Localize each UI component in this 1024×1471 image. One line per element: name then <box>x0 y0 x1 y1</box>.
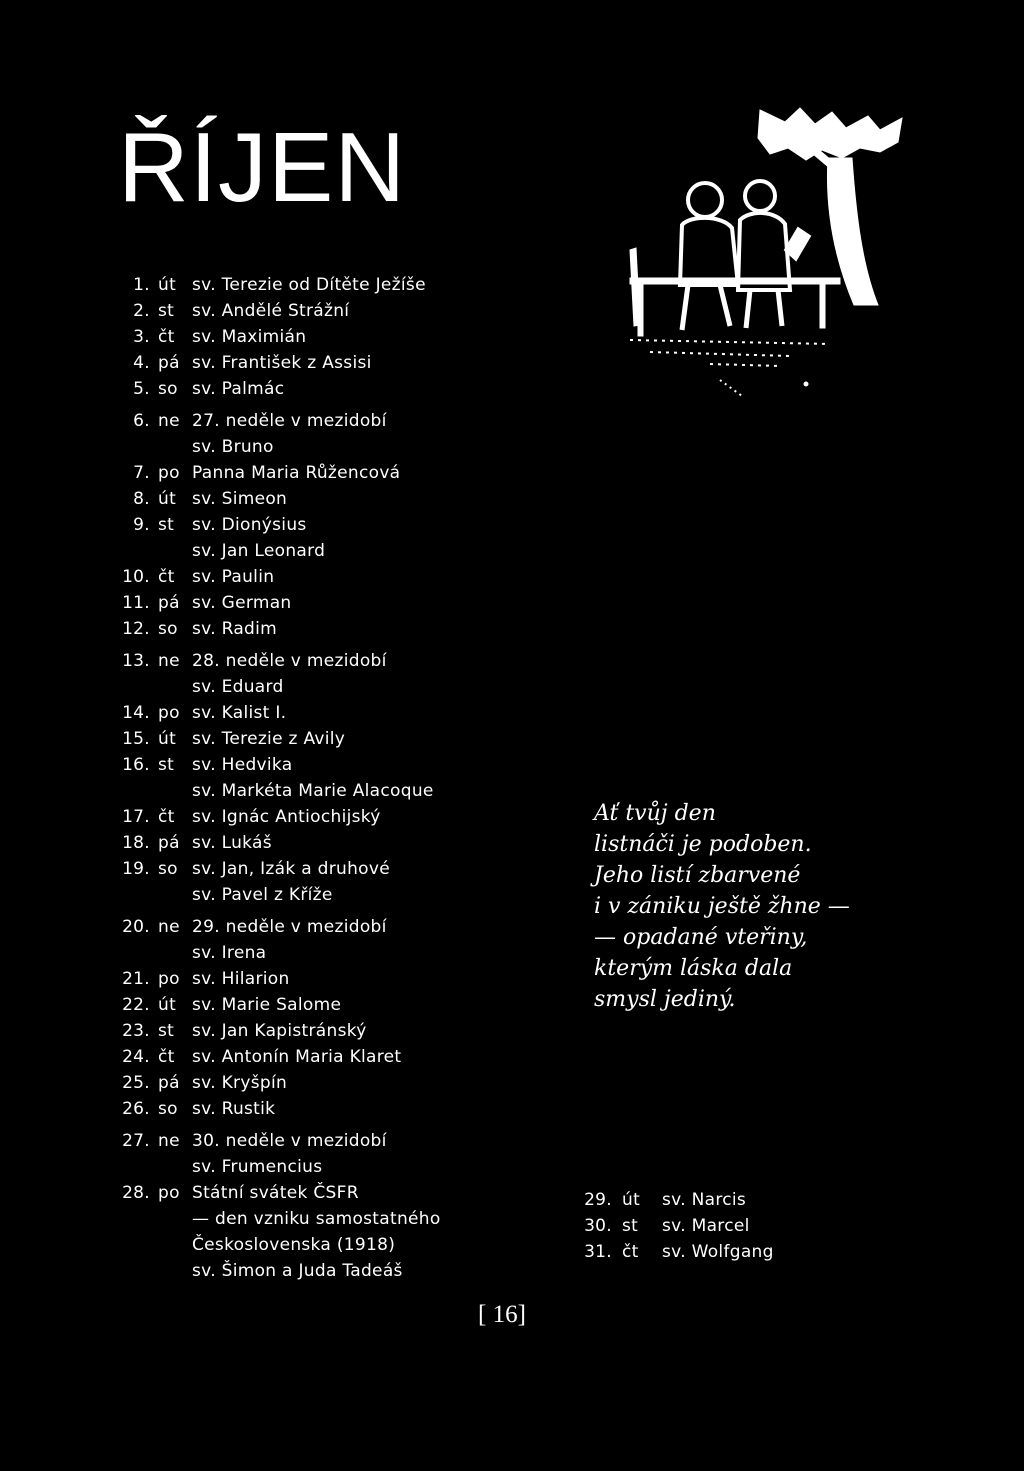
saint-name: Státní svátek ČSFR <box>192 1183 359 1203</box>
calendar-list <box>114 272 574 1281</box>
weekday: po <box>158 969 180 989</box>
weekday: po <box>158 1183 180 1203</box>
saint-name: 27. neděle v mezidobí <box>192 411 387 431</box>
day-number: 29. <box>584 1190 612 1210</box>
weekday: čt <box>158 807 175 827</box>
saint-name: sv. German <box>192 593 292 613</box>
weekday: ne <box>158 1131 180 1151</box>
day-number: 10. <box>122 567 150 587</box>
day-number: 27. <box>122 1131 150 1151</box>
weekday: so <box>158 859 178 879</box>
saint-name: sv. Rustik <box>192 1099 276 1119</box>
weekday: út <box>158 995 177 1015</box>
day-number: 14. <box>122 703 150 723</box>
day-number: 23. <box>122 1021 150 1041</box>
weekday: st <box>622 1216 639 1236</box>
saint-name: sv. Maximián <box>192 327 307 347</box>
saint-name: sv. Pavel z Kříže <box>192 885 333 905</box>
saint-name: sv. Bruno <box>192 437 274 457</box>
couple-on-bench-under-tree-icon <box>610 100 930 400</box>
day-number: 12. <box>122 619 150 639</box>
day-number: 8. <box>133 489 150 509</box>
weekday: ne <box>158 411 180 431</box>
saint-name: sv. Wolfgang <box>662 1242 774 1262</box>
day-number: 21. <box>122 969 150 989</box>
saint-name: 29. neděle v mezidobí <box>192 917 387 937</box>
saint-name: sv. Dionýsius <box>192 515 307 535</box>
saint-name: — den vzniku samostatného <box>192 1209 441 1229</box>
saint-name: sv. Marcel <box>662 1216 750 1236</box>
day-number: 24. <box>122 1047 150 1067</box>
day-number: 31. <box>584 1242 612 1262</box>
weekday: pá <box>158 833 180 853</box>
weekday: čt <box>158 327 175 347</box>
weekday: st <box>158 1021 175 1041</box>
saint-name: sv. Jan, Izák a druhové <box>192 859 390 879</box>
day-number: 2. <box>133 301 150 321</box>
weekday: čt <box>158 567 175 587</box>
weekday: pá <box>158 1073 180 1093</box>
page-number: [ 16] <box>478 1301 526 1328</box>
weekday: út <box>158 489 177 509</box>
weekday: so <box>158 619 178 639</box>
saint-name: Československa (1918) <box>192 1235 396 1255</box>
day-number: 20. <box>122 917 150 937</box>
poem-line: kterým láska dala <box>594 956 793 981</box>
saint-name: sv. Terezie z Avily <box>192 729 346 749</box>
weekday: st <box>158 301 175 321</box>
saint-name: sv. Jan Kapistránský <box>192 1021 367 1041</box>
day-number: 18. <box>122 833 150 853</box>
saint-name: sv. Palmác <box>192 379 285 399</box>
saint-name: sv. Marie Salome <box>192 995 342 1015</box>
day-number: 19. <box>122 859 150 879</box>
saint-name: sv. Antonín Maria Klaret <box>192 1047 402 1067</box>
saint-name: sv. Šimon a Juda Tadeáš <box>192 1261 403 1281</box>
day-number: 9. <box>133 515 150 535</box>
saint-name: sv. Terezie od Dítěte Ježíše <box>192 275 426 295</box>
weekday: čt <box>622 1242 639 1262</box>
saint-name: sv. Irena <box>192 943 267 963</box>
poem-line: Jeho listí zbarvené <box>594 863 801 888</box>
weekday: út <box>622 1190 641 1210</box>
day-number: 16. <box>122 755 150 775</box>
saint-name: sv. Markéta Marie Alacoque <box>192 781 434 801</box>
weekday: po <box>158 463 180 483</box>
poem-line: listnáči je podoben. <box>594 832 812 857</box>
saint-name: sv. Simeon <box>192 489 288 509</box>
saint-name: sv. Hilarion <box>192 969 290 989</box>
weekday: út <box>158 275 177 295</box>
weekday: so <box>158 1099 178 1119</box>
saint-name: sv. Kalist I. <box>192 703 287 723</box>
saint-name: Panna Maria Růžencová <box>192 463 401 483</box>
day-number: 11. <box>122 593 150 613</box>
day-number: 15. <box>122 729 150 749</box>
saint-name: sv. František z Assisi <box>192 353 372 373</box>
day-number: 3. <box>133 327 150 347</box>
day-number: 22. <box>122 995 150 1015</box>
saint-name: sv. Kryšpín <box>192 1073 288 1093</box>
day-number: 28. <box>122 1183 150 1203</box>
day-number: 13. <box>122 651 150 671</box>
saint-name: sv. Narcis <box>662 1190 747 1210</box>
saint-name: sv. Ignác Antiochijský <box>192 807 381 827</box>
day-number: 25. <box>122 1073 150 1093</box>
poem-line: i v zániku ještě žhne — <box>594 894 850 919</box>
weekday: pá <box>158 353 180 373</box>
day-number: 1. <box>133 275 150 295</box>
weekday: st <box>158 755 175 775</box>
saint-name: sv. Eduard <box>192 677 284 697</box>
weekday: ne <box>158 917 180 937</box>
saint-name: sv. Andělé Strážní <box>192 301 350 321</box>
saint-name: sv. Paulin <box>192 567 275 587</box>
page-title: ŘÍJEN <box>118 112 407 222</box>
weekday: pá <box>158 593 180 613</box>
day-number: 7. <box>133 463 150 483</box>
poem <box>594 798 994 1015</box>
saint-name: 28. neděle v mezidobí <box>192 651 387 671</box>
poem-line: — opadané vteřiny, <box>594 925 808 950</box>
saint-name: sv. Frumencius <box>192 1157 323 1177</box>
day-number: 4. <box>133 353 150 373</box>
saint-name: sv. Lukáš <box>192 833 272 853</box>
day-number: 5. <box>133 379 150 399</box>
saint-name: sv. Hedvika <box>192 755 293 775</box>
weekday: so <box>158 379 178 399</box>
weekday: st <box>158 515 175 535</box>
saint-name: sv. Jan Leonard <box>192 541 326 561</box>
poem-line: Ať tvůj den <box>594 801 716 826</box>
saint-name: sv. Radim <box>192 619 278 639</box>
day-number: 30. <box>584 1216 612 1236</box>
day-number: 17. <box>122 807 150 827</box>
weekday: ne <box>158 651 180 671</box>
poem-line: smysl jediný. <box>594 987 736 1012</box>
day-number: 6. <box>133 411 150 431</box>
weekday: po <box>158 703 180 723</box>
saint-name: 30. neděle v mezidobí <box>192 1131 387 1151</box>
weekday: čt <box>158 1047 175 1067</box>
weekday: út <box>158 729 177 749</box>
day-number: 26. <box>122 1099 150 1119</box>
calendar-list-continued <box>556 1187 856 1277</box>
